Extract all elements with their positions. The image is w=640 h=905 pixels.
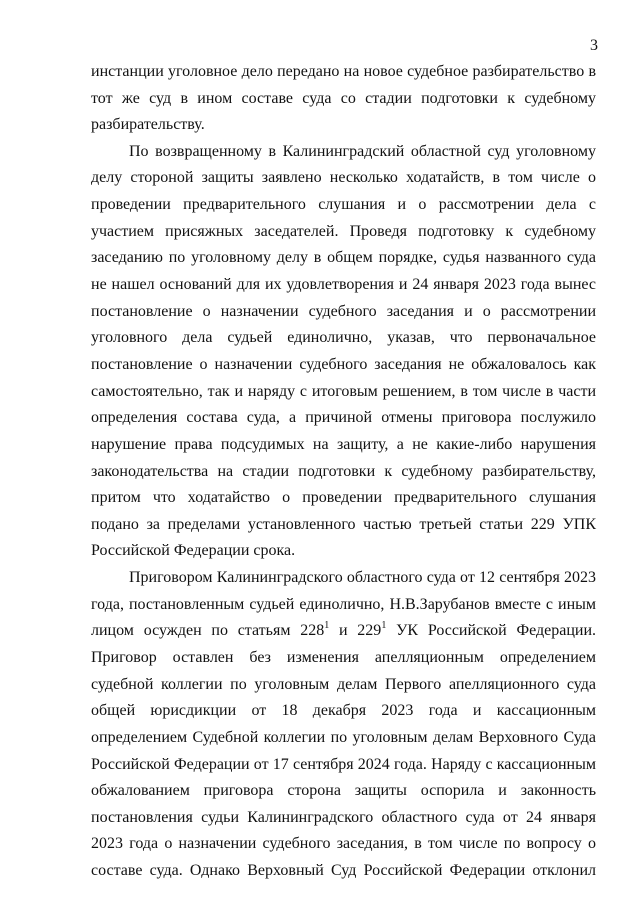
text-line: разбирательству.: [91, 116, 205, 133]
superscript: 1: [324, 619, 330, 631]
text-line: делу стороной защиты заявлено несколько ходатайств, в том числе о: [91, 169, 596, 186]
text-line: проведении предварительного слушания и о рассмотрении дела с: [91, 196, 596, 213]
text-line: уголовного дела судьей единолично, указав, что первоначальное: [91, 329, 596, 346]
text-fragment: УК Российской Федерации.: [386, 622, 597, 639]
text-line: притом что ходатайство о проведении предварительного слушания: [91, 489, 596, 506]
text-line: не нашел оснований для их удовлетворения и 24 января 2023 года вынес: [91, 276, 596, 293]
text-line: тот же суд в ином составе суда со стадии подготовки к судебному: [91, 90, 596, 107]
superscript: 1: [381, 619, 387, 631]
text-line: законодательства на стадии подготовки к судебному разбирательству,: [91, 463, 596, 480]
text-line: нарушение права подсудимых на защиту, а не какие-либо нарушения: [91, 436, 596, 453]
text-line: Приговором Калининградского областного суда от 12 сентября 2023: [129, 569, 596, 586]
text-line: составе суда. Однако Верховный Суд Российской Федерации отклонил: [91, 862, 596, 879]
text-fragment: и 229: [329, 622, 382, 639]
text-line: общей юрисдикции от 18 декабря 2023 года и кассационным: [91, 702, 596, 719]
text-line: постановления судьи Калининградского областного суда от 24 января: [91, 809, 596, 826]
text-line: инстанции уголовное дело передано на новое судебное разбирательство в: [91, 63, 596, 80]
text-line: подано за пределами установленного частью третьей статьи 229 УПК: [91, 516, 596, 533]
text-line: самостоятельно, так и наряду с итоговым решением, в том числе в части: [91, 383, 596, 400]
page-number: 3: [590, 37, 598, 54]
text-line: года, постановленным судьей единолично, Н.В.Зарубанов вместе с иным: [91, 596, 596, 613]
text-line: 2023 года о назначении судебного заседания, в том числе по вопросу о: [91, 835, 596, 852]
text-line: [91, 621, 596, 641]
text-line: судебной коллегии по уголовным делам Первого апелляционного суда: [91, 676, 596, 693]
text-line: постановление о назначении судебного заседания не обжаловалось как: [91, 356, 596, 373]
text-line: участием присяжных заседателей. Проведя подготовку к судебному: [91, 223, 596, 240]
text-line: По возвращенному в Калининградский областной суд уголовному: [129, 143, 596, 160]
text-line: постановление о назначении судебного заседания и о рассмотрении: [91, 303, 596, 320]
text-line: Российской Федерации срока.: [91, 542, 296, 559]
text-fragment: лицом осужден по статьям 228: [91, 622, 325, 639]
text-line: Российской Федерации от 17 сентября 2024 года. Наряду с кассационным: [91, 756, 596, 773]
text-line: определения состава суда, а причиной отмены приговора послужило: [91, 409, 596, 426]
text-line: Приговор оставлен без изменения апелляционным определением: [91, 649, 596, 666]
text-line: определением Судебной коллегии по уголовным делам Верховного Суда: [91, 729, 596, 746]
text-line: заседанию по уголовному делу в общем порядке, судья названного суда: [91, 249, 596, 266]
text-line: обжалованием приговора сторона защиты оспорила и законность: [91, 782, 596, 799]
